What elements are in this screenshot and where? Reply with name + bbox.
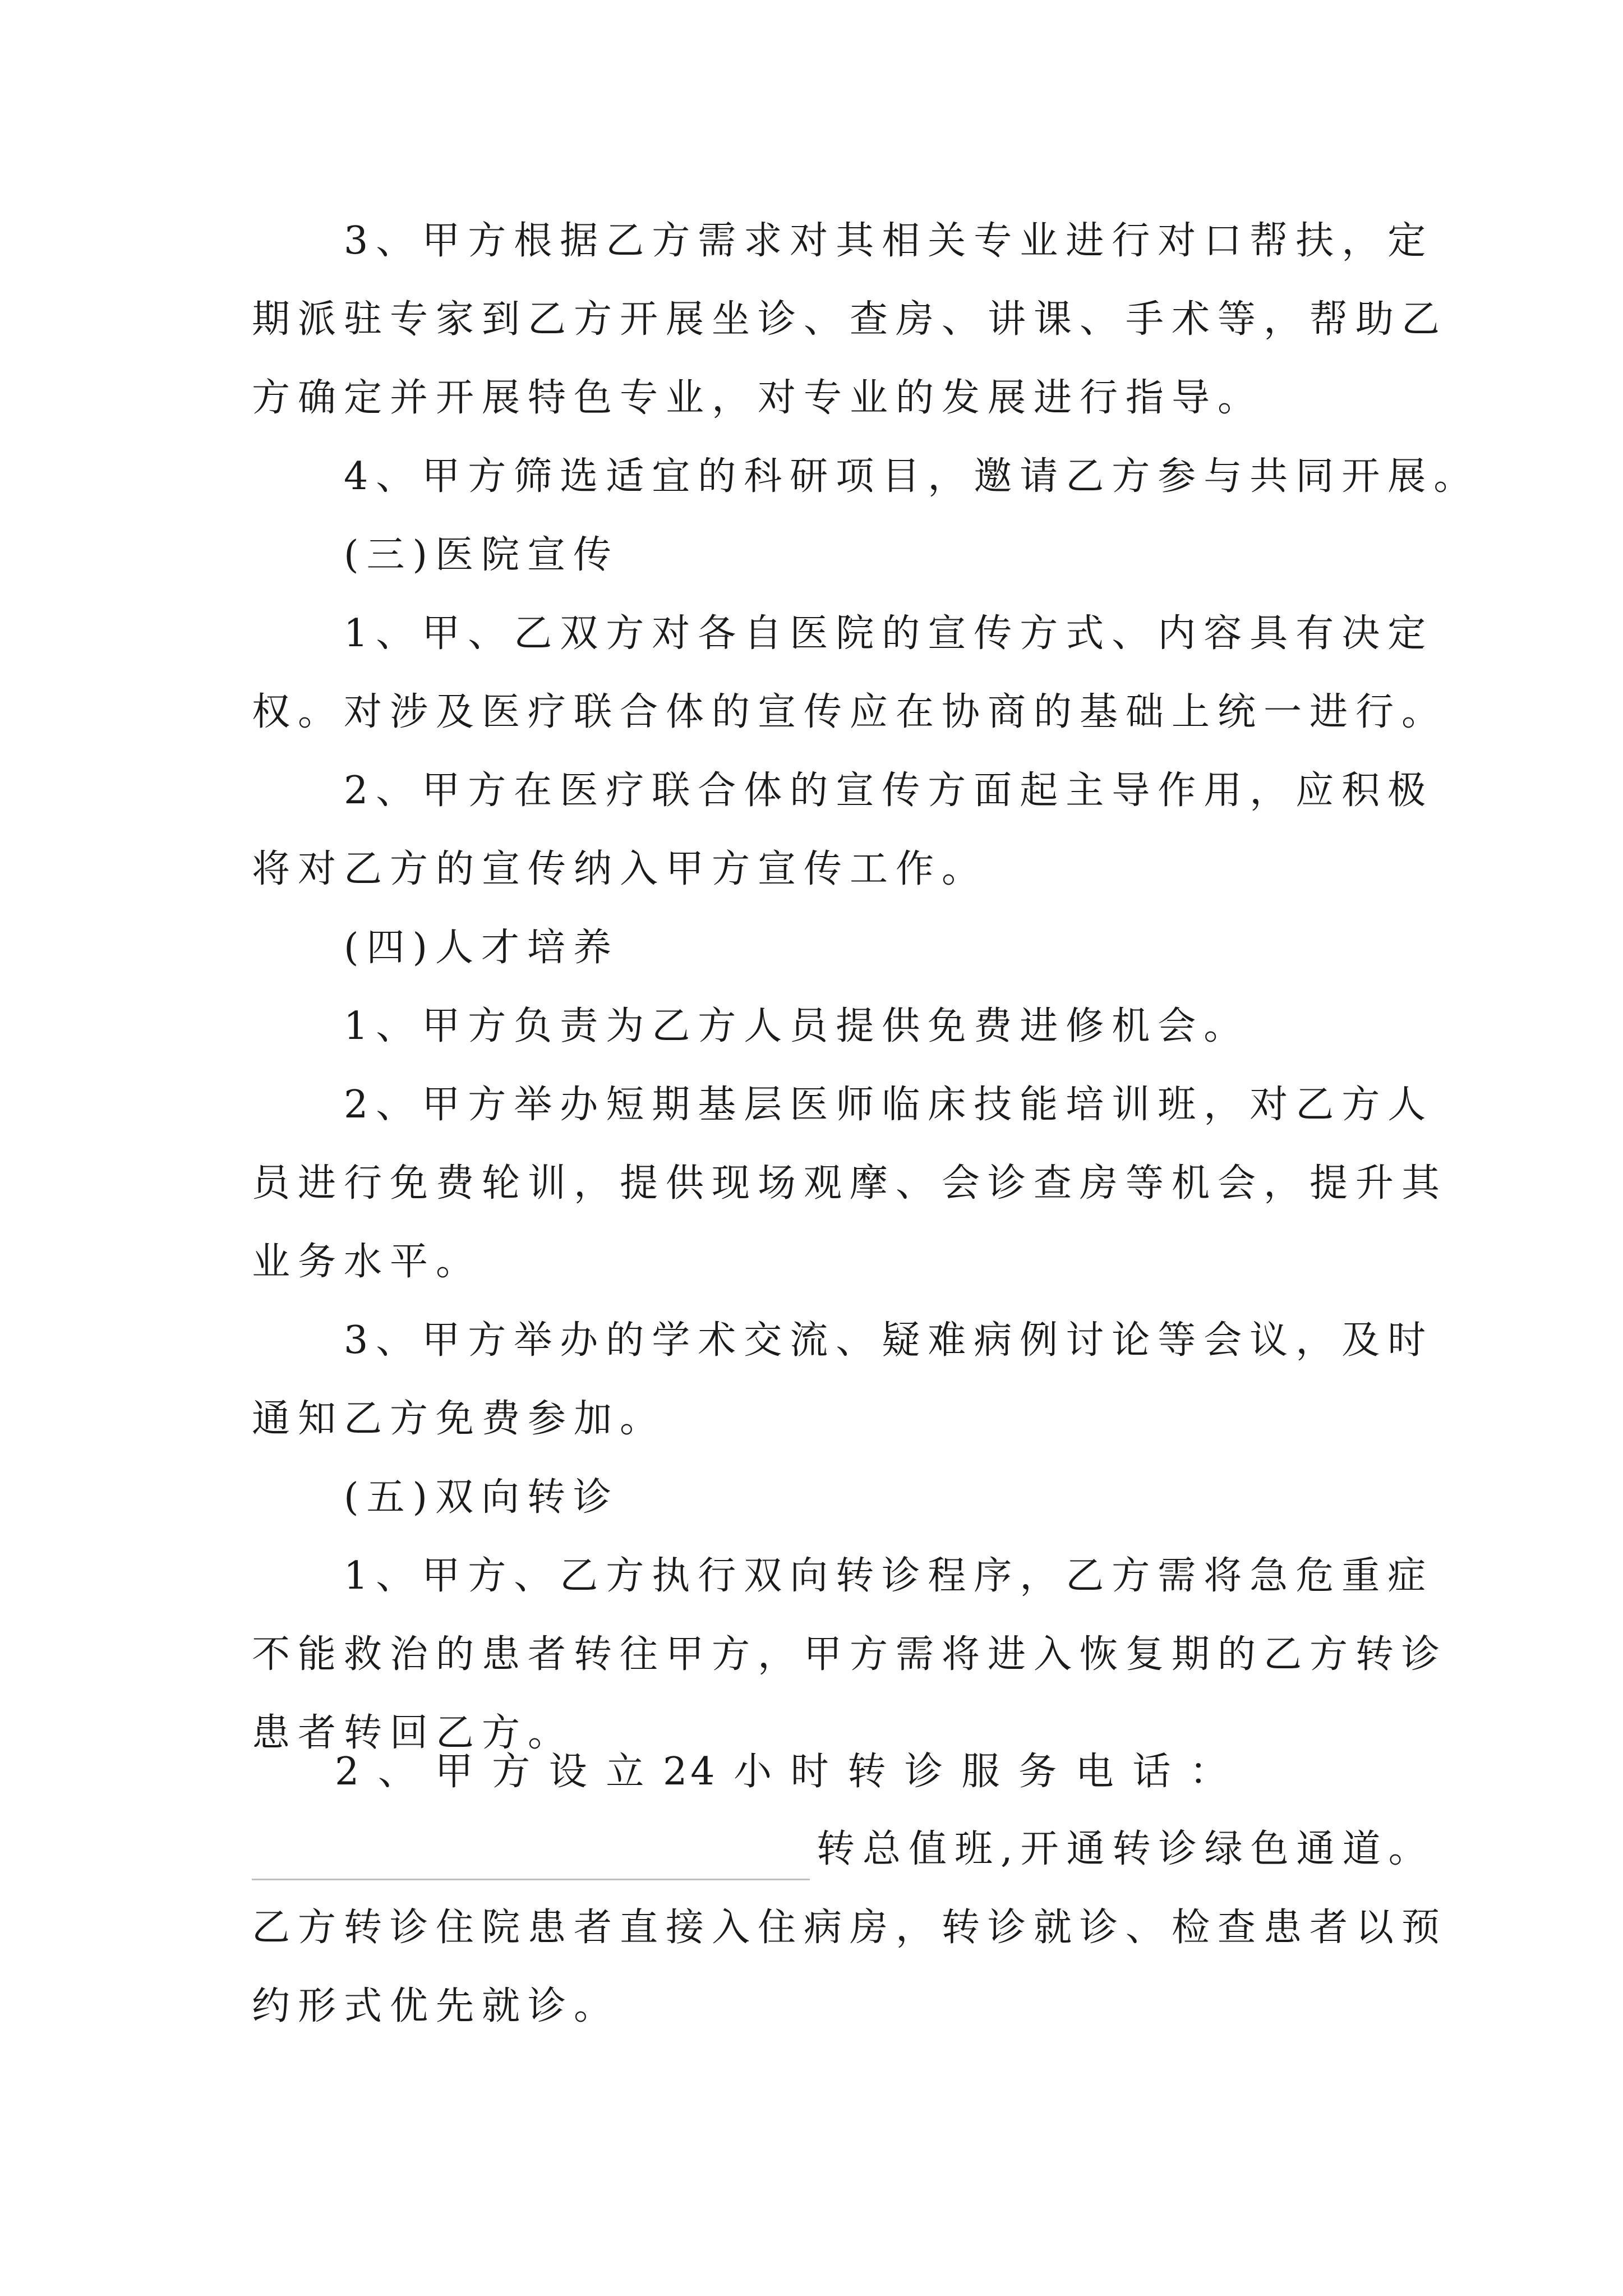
paragraph-line: 3、甲方举办的学术交流、疑难病例讨论等会议，及时 [252, 1318, 1434, 1363]
paragraph-line: 员进行免费轮训，提供现场观摩、会诊查房等机会，提升其 [252, 1161, 1448, 1205]
paragraph-line: 权。对涉及医疗联合体的宣传应在协商的基础上统一进行。 [252, 690, 1448, 734]
paragraph-line: 不能救治的患者转往甲方，甲方需将进入恢复期的乙方转诊 [252, 1632, 1448, 1677]
phone-number-blank [252, 1879, 810, 1880]
paragraph-line: 2、甲方在医疗联合体的宣传方面起主导作用，应积极 [252, 769, 1434, 813]
paragraph-line: 期派驻专家到乙方开展坐诊、查房、讲课、手术等，帮助乙 [252, 297, 1448, 342]
paragraph-line: 约形式优先就诊。 [252, 1984, 620, 2028]
paragraph-line: 乙方转诊住院患者直接入住病房，转诊就诊、检查患者以预 [252, 1906, 1448, 1950]
hotline-suffix: 转总值班,开通转诊绿色通道。 [817, 1827, 1435, 1871]
paragraph-line: 3、甲方根据乙方需求对其相关专业进行对口帮扶，定 [252, 219, 1434, 263]
section-heading: (四)人才培养 [252, 926, 620, 970]
section-heading: (五)双向转诊 [252, 1475, 620, 1520]
paragraph-line: 方确定并开展特色专业，对专业的发展进行指导。 [252, 376, 1264, 420]
paragraph-line: 患者转回乙方。 [252, 1711, 574, 1755]
paragraph-line: 业务水平。 [252, 1240, 482, 1284]
paragraph-line: 4、甲方筛选适宜的科研项目，邀请乙方参与共同开展。 [252, 454, 1480, 499]
hotline-line: 2 、 甲 方 设 立 24 小 时 转 诊 服 务 电 话 ： [252, 1750, 1232, 1794]
paragraph-line: 1、甲方、乙方执行双向转诊程序，乙方需将急危重症 [252, 1554, 1434, 1598]
paragraph-line: 1、甲、乙双方对各自医院的宣传方式、内容具有决定 [252, 611, 1434, 656]
paragraph-line: 将对乙方的宣传纳入甲方宣传工作。 [252, 847, 988, 891]
section-heading: (三)医院宣传 [252, 533, 620, 577]
paragraph-line: 通知乙方免费参加。 [252, 1397, 666, 1441]
paragraph-line: 1、甲方负责为乙方人员提供免费进修机会。 [252, 1004, 1250, 1048]
paragraph-line: 2、甲方举办短期基层医师临床技能培训班，对乙方人 [252, 1083, 1434, 1127]
